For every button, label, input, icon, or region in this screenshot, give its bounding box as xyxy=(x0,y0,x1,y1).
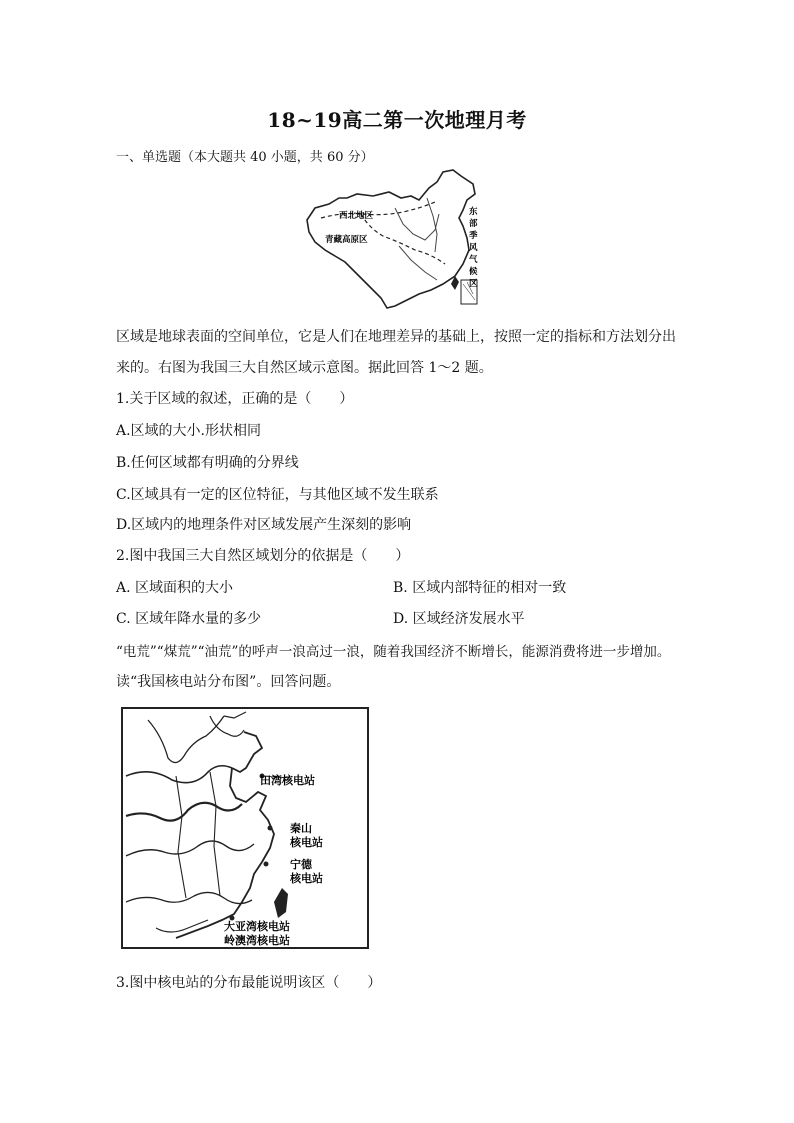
map2-label-qinshan-1: 秦山 xyxy=(290,822,312,835)
map1-label-east-7: 区 xyxy=(469,279,478,289)
map2-label-ningde-1: 宁德 xyxy=(290,858,312,871)
q1-option-b: B.任何区域都有明确的分界线 xyxy=(116,455,299,471)
q1-option-c: C.区域具有一定的区位特征，与其他区域不发生联系 xyxy=(116,487,439,503)
map1-label-qingzang: 青藏高原区 xyxy=(325,235,368,245)
map2-label-ningde-2: 核电站 xyxy=(290,872,323,885)
map1-label-east-2: 部 xyxy=(469,219,478,229)
q2-option-b: B. 区域内部特征的相对一致 xyxy=(393,580,567,596)
intro2-line2: 读“我国核电站分布图”。回答问题。 xyxy=(116,674,341,690)
intro1-line2: 来的。右图为我国三大自然区域示意图。据此回答 1～2 题。 xyxy=(116,360,493,376)
china-regions-map xyxy=(303,168,491,312)
q2-option-a: A. 区域面积的大小 xyxy=(116,580,234,596)
q2-option-c: C. 区域年降水量的多少 xyxy=(116,611,262,627)
map1-label-east-4: 风 xyxy=(469,243,478,253)
page-title: 18~19高二第一次地理月考 xyxy=(267,108,527,132)
q2-stem: 2.图中我国三大自然区域划分的依据是（ ） xyxy=(116,548,410,564)
q2-option-d: D. 区域经济发展水平 xyxy=(393,611,525,627)
map1-label-east-1: 东 xyxy=(469,207,478,217)
map1-label-east-5: 气 xyxy=(469,255,478,265)
map1-label-northwest: 西北地区 xyxy=(339,211,374,221)
q1-stem: 1.关于区域的叙述，正确的是（ ） xyxy=(116,391,354,407)
q1-option-d: D.区域内的地理条件对区域发展产生深刻的影响 xyxy=(116,517,412,533)
map2-label-lingao: 岭澳湾核电站 xyxy=(224,934,290,947)
map2-label-qinshan-2: 核电站 xyxy=(290,836,323,849)
nuclear-stations-map xyxy=(120,706,370,950)
q3-stem: 3.图中核电站的分布最能说明该区（ ） xyxy=(116,975,382,991)
section-heading: 一、单选题（本大题共 40 小题，共 60 分） xyxy=(116,150,374,165)
intro2-line1: “电荒”“煤荒”“油荒”的呼声一浪高过一浪，随着我国经济不断增长，能源消费将进一步增加。 xyxy=(116,644,671,660)
q1-option-a: A.区域的大小.形状相同 xyxy=(116,423,262,439)
intro1-line1: 区域是地球表面的空间单位，它是人们在地理差异的基础上，按照一定的指标和方法划分出 xyxy=(116,329,676,345)
map1-label-east-3: 季 xyxy=(469,231,478,241)
map2-label-daya: 大亚湾核电站 xyxy=(224,920,290,933)
map2-label-tianwan: 田湾核电站 xyxy=(260,774,315,787)
map1-label-east-6: 候 xyxy=(469,267,478,277)
